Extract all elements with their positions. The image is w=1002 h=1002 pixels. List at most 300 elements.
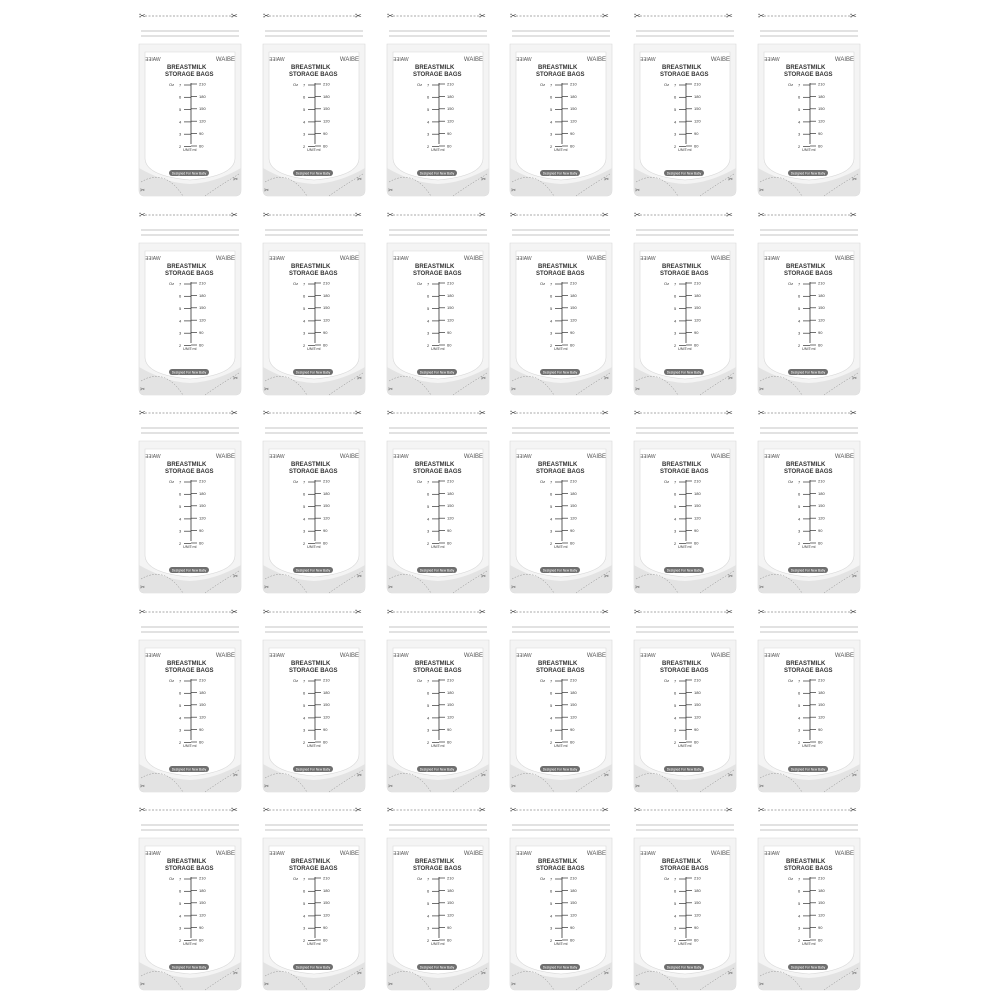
ml-mark: 180 bbox=[818, 93, 825, 99]
bag-title-line2: STORAGE BAGS bbox=[784, 270, 833, 277]
bag-title-line2: STORAGE BAGS bbox=[412, 469, 462, 475]
oz-mark: 2 bbox=[179, 739, 182, 745]
tear-line bbox=[510, 806, 609, 815]
badge-text: Designed For New Baby bbox=[419, 965, 454, 970]
unit-label: UNIT:ml bbox=[430, 148, 445, 152]
oz-mark: 5 bbox=[550, 504, 553, 509]
ml-mark: 60 bbox=[322, 341, 328, 347]
storage-bag-r1-c3 bbox=[383, 8, 493, 198]
scissors-icon: ✂ bbox=[263, 585, 269, 591]
scissors-icon: ✂ bbox=[758, 805, 765, 815]
storage-bag-graphic bbox=[383, 8, 493, 198]
oz-mark: 5 bbox=[674, 504, 677, 509]
ml-mark: 90 bbox=[446, 925, 452, 930]
scissors-icon: ✂ bbox=[480, 971, 486, 977]
storage-bag-graphic bbox=[506, 604, 616, 794]
zipper-seal bbox=[760, 626, 858, 628]
scissors-icon: ✂ bbox=[231, 805, 238, 815]
ml-mark: 90 bbox=[694, 925, 699, 930]
zipper-seal bbox=[760, 829, 858, 831]
oz-mark: 3 bbox=[550, 925, 553, 931]
bag-title-line1: BREASTMILK bbox=[538, 462, 578, 468]
scissors-icon: ✂ bbox=[510, 210, 518, 219]
badge-text: Designed For New Baby bbox=[419, 171, 454, 176]
scissors-icon: ✂ bbox=[850, 11, 857, 21]
ml-mark: 120 bbox=[322, 714, 330, 720]
ml-mark: 210 bbox=[818, 875, 825, 881]
tear-line bbox=[263, 210, 362, 219]
ml-mark: 60 bbox=[199, 937, 204, 943]
scissors-icon: ✂ bbox=[478, 408, 486, 418]
ml-mark: 120 bbox=[694, 714, 701, 720]
brand-logo-mirrored: ∃∃IAW bbox=[516, 255, 532, 262]
storage-bag-r3-c5 bbox=[630, 405, 740, 595]
unit-label: UNIT:ml bbox=[554, 346, 568, 351]
oz-mark: 6 bbox=[302, 293, 306, 299]
oz-mark: 2 bbox=[426, 143, 429, 149]
storage-bag-r1-c4 bbox=[506, 8, 616, 198]
oz-mark: 5 bbox=[302, 305, 306, 311]
scissors-icon: ✂ bbox=[354, 805, 362, 815]
scissors-icon: ✂ bbox=[728, 772, 734, 779]
ml-mark: 180 bbox=[199, 887, 206, 893]
badge-text: Designed For New Baby bbox=[295, 568, 331, 573]
zipper-seal bbox=[265, 626, 363, 628]
oz-mark: 3 bbox=[179, 727, 182, 733]
ml-mark: 60 bbox=[570, 540, 575, 546]
oz-mark: 4 bbox=[798, 913, 801, 919]
scissors-icon: ✂ bbox=[386, 607, 394, 616]
ml-mark: 120 bbox=[570, 118, 578, 124]
oz-mark: 2 bbox=[550, 540, 553, 546]
oz-mark: 5 bbox=[674, 305, 677, 311]
oz-mark: 4 bbox=[798, 714, 801, 720]
storage-bag-graphic bbox=[630, 207, 740, 397]
oz-mark: 3 bbox=[426, 131, 429, 137]
oz-unit-label: Oz bbox=[788, 677, 794, 683]
oz-mark: 3 bbox=[550, 131, 553, 137]
oz-mark: 5 bbox=[179, 305, 182, 311]
ml-mark: 180 bbox=[570, 490, 578, 496]
brand-logo-mirrored: ∃∃IAW bbox=[640, 851, 656, 857]
ml-mark: 60 bbox=[446, 341, 452, 347]
ml-mark: 150 bbox=[694, 304, 701, 310]
ml-mark: 120 bbox=[446, 317, 454, 323]
ml-mark: 150 bbox=[446, 503, 454, 509]
ml-mark: 60 bbox=[446, 738, 452, 744]
ml-mark: 60 bbox=[818, 341, 823, 347]
oz-unit-label: Oz bbox=[664, 280, 670, 286]
oz-mark: 4 bbox=[302, 714, 306, 720]
bag-title-line2: STORAGE BAGS bbox=[412, 667, 462, 674]
brand-logo-mirrored: ∃∃IAW bbox=[640, 57, 656, 63]
oz-mark: 3 bbox=[550, 330, 553, 336]
badge-text: Designed For New Baby bbox=[419, 568, 454, 573]
badge-text: Designed For New Baby bbox=[419, 766, 454, 771]
scissors-icon: ✂ bbox=[759, 982, 765, 988]
zipper-seal bbox=[760, 234, 858, 236]
bag-title-line1: BREASTMILK bbox=[290, 263, 331, 270]
zipper-seal bbox=[760, 824, 858, 826]
brand-logo: WAIBE bbox=[711, 454, 731, 460]
ml-mark: 120 bbox=[694, 317, 701, 323]
bag-title-line2: STORAGE BAGS bbox=[660, 270, 709, 277]
oz-mark: 7 bbox=[674, 82, 677, 88]
oz-mark: 5 bbox=[179, 702, 182, 708]
ml-mark: 90 bbox=[199, 528, 204, 533]
oz-mark: 4 bbox=[302, 119, 306, 125]
scissors-icon: ✂ bbox=[602, 805, 610, 815]
ml-mark: 120 bbox=[570, 714, 578, 720]
bag-title-line1: BREASTMILK bbox=[538, 660, 578, 667]
unit-label: UNIT:ml bbox=[678, 743, 692, 748]
bag-title-line1: BREASTMILK bbox=[662, 660, 702, 667]
oz-mark: 5 bbox=[426, 305, 429, 311]
ml-mark: 90 bbox=[694, 329, 699, 335]
oz-mark: 5 bbox=[302, 504, 306, 509]
badge-text: Designed For New Baby bbox=[666, 766, 702, 771]
ml-mark: 210 bbox=[818, 279, 825, 285]
ml-mark: 120 bbox=[818, 912, 825, 918]
brand-logo: WAIBE bbox=[834, 652, 854, 659]
tear-line bbox=[758, 12, 857, 21]
oz-mark: 6 bbox=[426, 293, 429, 299]
tear-line bbox=[387, 12, 486, 21]
oz-mark: 4 bbox=[179, 119, 182, 125]
oz-mark: 2 bbox=[179, 540, 182, 546]
badge-text: Designed For New Baby bbox=[171, 171, 207, 176]
ml-mark: 60 bbox=[818, 738, 823, 744]
brand-logo: WAIBE bbox=[834, 454, 854, 460]
oz-mark: 3 bbox=[426, 925, 429, 931]
badge-text: Designed For New Baby bbox=[790, 568, 826, 573]
oz-mark: 6 bbox=[674, 491, 677, 497]
oz-unit-label: Oz bbox=[169, 876, 175, 881]
storage-bag-graphic bbox=[135, 802, 245, 992]
oz-mark: 7 bbox=[550, 479, 553, 485]
ml-mark: 60 bbox=[570, 937, 575, 943]
storage-bag-graphic bbox=[383, 207, 493, 397]
oz-unit-label: Oz bbox=[416, 479, 422, 484]
ml-mark: 90 bbox=[570, 131, 575, 136]
badge-text: Designed For New Baby bbox=[666, 965, 702, 970]
oz-mark: 5 bbox=[674, 901, 677, 906]
bag-title-line1: BREASTMILK bbox=[662, 65, 702, 71]
brand-logo-mirrored: ∃∃IAW bbox=[392, 255, 409, 262]
zipper-seal bbox=[636, 829, 734, 831]
bag-title-line1: BREASTMILK bbox=[786, 263, 826, 270]
storage-bag-r4-c2 bbox=[259, 604, 369, 794]
ml-mark: 150 bbox=[694, 503, 701, 509]
oz-mark: 2 bbox=[302, 342, 306, 348]
bag-title-line2: STORAGE BAGS bbox=[288, 667, 338, 674]
ml-mark: 90 bbox=[818, 528, 823, 533]
scissors-icon: ✂ bbox=[852, 772, 858, 779]
oz-mark: 4 bbox=[179, 913, 182, 919]
ml-mark: 120 bbox=[818, 714, 825, 720]
scissors-icon: ✂ bbox=[510, 408, 518, 418]
ml-mark: 210 bbox=[446, 875, 454, 881]
unit-label: UNIT:ml bbox=[306, 148, 321, 152]
badge-text: Designed For New Baby bbox=[666, 568, 702, 573]
tear-line bbox=[634, 409, 733, 418]
ml-mark: 150 bbox=[818, 304, 825, 310]
badge-text: Designed For New Baby bbox=[171, 766, 207, 771]
scissors-icon: ✂ bbox=[602, 210, 610, 219]
badge-text: Designed For New Baby bbox=[543, 369, 578, 374]
zipper-seal bbox=[265, 30, 363, 32]
storage-bag-graphic bbox=[630, 604, 740, 794]
ml-mark: 60 bbox=[322, 937, 328, 943]
brand-logo: WAIBE bbox=[587, 851, 607, 857]
scissors-icon: ✂ bbox=[510, 805, 518, 815]
oz-mark: 7 bbox=[302, 280, 306, 286]
tear-line bbox=[139, 806, 238, 815]
bag-title-line1: BREASTMILK bbox=[414, 462, 454, 468]
ml-mark: 180 bbox=[818, 689, 825, 695]
oz-mark: 4 bbox=[302, 913, 306, 919]
zipper-seal bbox=[636, 234, 734, 236]
zipper-seal bbox=[512, 432, 610, 434]
oz-mark: 3 bbox=[550, 528, 553, 534]
ml-mark: 180 bbox=[570, 887, 578, 893]
oz-mark: 5 bbox=[302, 107, 306, 112]
oz-mark: 4 bbox=[798, 119, 801, 125]
badge-text: Designed For New Baby bbox=[543, 766, 578, 771]
ml-mark: 120 bbox=[446, 912, 454, 918]
ml-mark: 150 bbox=[694, 701, 701, 707]
oz-unit-label: Oz bbox=[169, 82, 175, 87]
scissors-icon: ✂ bbox=[231, 408, 238, 418]
storage-bag-graphic bbox=[135, 405, 245, 595]
zipper-seal bbox=[389, 234, 487, 236]
unit-label: UNIT:ml bbox=[183, 942, 197, 946]
tear-line bbox=[510, 409, 609, 418]
storage-bag-r4-c4 bbox=[506, 604, 616, 794]
zipper-seal bbox=[141, 35, 239, 37]
scissors-icon: ✂ bbox=[850, 805, 857, 815]
brand-logo-mirrored: ∃∃IAW bbox=[516, 57, 532, 63]
scissors-icon: ✂ bbox=[759, 783, 765, 790]
scissors-icon: ✂ bbox=[635, 783, 641, 790]
zipper-seal bbox=[389, 824, 487, 826]
zipper-seal bbox=[636, 229, 734, 231]
unit-label: UNIT:ml bbox=[554, 942, 568, 946]
ml-mark: 150 bbox=[446, 701, 454, 707]
zipper-seal bbox=[265, 427, 363, 429]
scissors-icon: ✂ bbox=[850, 607, 857, 616]
badge-text: Designed For New Baby bbox=[666, 171, 702, 176]
oz-mark: 6 bbox=[426, 491, 429, 497]
zipper-seal bbox=[389, 35, 487, 37]
bag-title-line2: STORAGE BAGS bbox=[165, 469, 214, 475]
scissors-icon: ✂ bbox=[263, 783, 269, 790]
oz-unit-label: Oz bbox=[664, 82, 670, 87]
oz-mark: 4 bbox=[426, 119, 429, 125]
zipper-seal bbox=[760, 30, 858, 32]
storage-bag-graphic bbox=[259, 405, 369, 595]
brand-logo-mirrored: ∃∃IAW bbox=[145, 255, 161, 262]
oz-mark: 5 bbox=[550, 305, 553, 311]
oz-mark: 7 bbox=[179, 876, 182, 882]
brand-logo-mirrored: ∃∃IAW bbox=[392, 57, 409, 63]
zipper-seal bbox=[389, 829, 487, 831]
ml-mark: 180 bbox=[446, 887, 454, 893]
oz-unit-label: Oz bbox=[540, 876, 546, 881]
bag-title-line2: STORAGE BAGS bbox=[784, 469, 833, 475]
scissors-icon: ✂ bbox=[758, 210, 765, 219]
ml-mark: 60 bbox=[818, 143, 823, 149]
scissors-icon: ✂ bbox=[759, 386, 765, 393]
zipper-seal bbox=[636, 824, 734, 826]
brand-logo-mirrored: ∃∃IAW bbox=[764, 57, 780, 63]
scissors-icon: ✂ bbox=[604, 971, 610, 977]
oz-mark: 3 bbox=[179, 528, 182, 534]
bag-title-line1: BREASTMILK bbox=[662, 263, 702, 270]
scissors-icon: ✂ bbox=[759, 585, 765, 591]
ml-mark: 90 bbox=[818, 329, 823, 335]
ml-mark: 90 bbox=[322, 329, 328, 335]
scissors-icon: ✂ bbox=[387, 783, 393, 790]
oz-mark: 2 bbox=[426, 739, 429, 745]
ml-mark: 210 bbox=[322, 81, 330, 87]
ml-mark: 150 bbox=[322, 106, 330, 112]
oz-mark: 6 bbox=[179, 491, 182, 497]
bag-title-line1: BREASTMILK bbox=[662, 859, 702, 865]
scissors-icon: ✂ bbox=[386, 210, 394, 219]
badge-text: Designed For New Baby bbox=[790, 171, 826, 176]
bag-title-line1: BREASTMILK bbox=[167, 660, 207, 667]
ml-mark: 180 bbox=[570, 93, 578, 99]
oz-mark: 4 bbox=[179, 714, 182, 720]
badge-text: Designed For New Baby bbox=[543, 568, 578, 573]
scissors-icon: ✂ bbox=[262, 11, 270, 21]
ml-mark: 90 bbox=[199, 726, 204, 732]
oz-mark: 7 bbox=[674, 280, 677, 286]
oz-unit-label: Oz bbox=[788, 82, 794, 87]
tear-line bbox=[634, 806, 733, 815]
storage-bag-graphic bbox=[630, 405, 740, 595]
storage-bag-r1-c1 bbox=[135, 8, 245, 198]
oz-mark: 7 bbox=[302, 479, 306, 485]
ml-mark: 150 bbox=[199, 503, 206, 509]
oz-mark: 4 bbox=[426, 913, 429, 919]
oz-mark: 4 bbox=[798, 516, 801, 522]
zipper-seal bbox=[636, 30, 734, 32]
bag-title-line1: BREASTMILK bbox=[662, 462, 702, 468]
storage-bag-r3-c2 bbox=[259, 405, 369, 595]
bag-title-line2: STORAGE BAGS bbox=[165, 72, 214, 78]
bag-title-line1: BREASTMILK bbox=[290, 859, 331, 865]
ml-mark: 150 bbox=[199, 900, 206, 906]
oz-unit-label: Oz bbox=[664, 479, 670, 484]
brand-logo: WAIBE bbox=[587, 652, 607, 659]
scissors-icon: ✂ bbox=[356, 772, 362, 779]
badge-text: Designed For New Baby bbox=[790, 369, 826, 374]
tear-line bbox=[139, 409, 238, 418]
ml-mark: 120 bbox=[446, 118, 454, 124]
unit-label: UNIT:ml bbox=[183, 148, 197, 152]
ml-mark: 180 bbox=[694, 490, 701, 496]
oz-unit-label: Oz bbox=[416, 82, 422, 87]
oz-mark: 2 bbox=[302, 540, 306, 546]
oz-mark: 2 bbox=[302, 739, 306, 745]
badge-text: Designed For New Baby bbox=[666, 369, 702, 374]
oz-mark: 4 bbox=[674, 516, 677, 522]
brand-logo: WAIBE bbox=[215, 652, 235, 659]
storage-bag-graphic bbox=[754, 802, 864, 992]
scissors-icon: ✂ bbox=[726, 408, 733, 418]
oz-mark: 7 bbox=[179, 280, 182, 286]
ml-mark: 150 bbox=[446, 900, 454, 906]
oz-unit-label: Oz bbox=[540, 677, 546, 683]
tear-line bbox=[387, 607, 486, 616]
zipper-seal bbox=[512, 229, 610, 231]
scissors-icon: ✂ bbox=[602, 607, 610, 616]
unit-label: UNIT:ml bbox=[802, 942, 816, 946]
ml-mark: 180 bbox=[694, 689, 701, 695]
ml-mark: 90 bbox=[199, 131, 204, 136]
oz-mark: 5 bbox=[798, 107, 801, 112]
ml-mark: 90 bbox=[570, 528, 575, 533]
storage-bag-graphic bbox=[259, 604, 369, 794]
scissors-icon: ✂ bbox=[480, 375, 486, 382]
brand-logo-mirrored: ∃∃IAW bbox=[516, 652, 532, 659]
scissors-icon: ✂ bbox=[726, 11, 733, 21]
ml-mark: 210 bbox=[570, 81, 578, 87]
scissors-icon: ✂ bbox=[511, 188, 517, 194]
zipper-seal bbox=[265, 829, 363, 831]
oz-mark: 4 bbox=[674, 913, 677, 919]
scissors-icon: ✂ bbox=[634, 210, 641, 219]
oz-mark: 4 bbox=[550, 913, 553, 919]
bag-title-line2: STORAGE BAGS bbox=[412, 72, 462, 78]
oz-unit-label: Oz bbox=[664, 876, 670, 881]
storage-bag-r2-c6 bbox=[754, 207, 864, 397]
zipper-seal bbox=[141, 626, 239, 628]
bag-title-line2: STORAGE BAGS bbox=[536, 866, 585, 872]
oz-unit-label: Oz bbox=[416, 677, 422, 683]
unit-label: UNIT:ml bbox=[678, 148, 692, 152]
ml-mark: 150 bbox=[570, 106, 578, 112]
zipper-seal bbox=[512, 626, 610, 628]
oz-mark: 5 bbox=[426, 504, 429, 509]
ml-mark: 90 bbox=[570, 329, 575, 335]
scissors-icon: ✂ bbox=[233, 971, 239, 977]
ml-mark: 120 bbox=[570, 515, 578, 521]
brand-logo-mirrored: ∃∃IAW bbox=[145, 57, 161, 63]
scissors-icon: ✂ bbox=[354, 607, 362, 616]
bag-title-line2: STORAGE BAGS bbox=[412, 866, 462, 872]
bag-title-line2: STORAGE BAGS bbox=[288, 72, 338, 78]
ml-mark: 90 bbox=[818, 726, 823, 732]
oz-mark: 2 bbox=[798, 937, 801, 943]
scissors-icon: ✂ bbox=[728, 971, 734, 977]
ml-mark: 120 bbox=[322, 912, 330, 918]
oz-mark: 5 bbox=[798, 702, 801, 708]
storage-bag-r5-c5 bbox=[630, 802, 740, 992]
zipper-seal bbox=[636, 427, 734, 429]
oz-mark: 6 bbox=[179, 94, 182, 100]
oz-mark: 6 bbox=[550, 491, 553, 497]
ml-mark: 120 bbox=[446, 714, 454, 720]
brand-logo: WAIBE bbox=[463, 652, 483, 659]
unit-label: UNIT:ml bbox=[802, 545, 816, 549]
oz-mark: 2 bbox=[302, 143, 306, 149]
scissors-icon: ✂ bbox=[263, 188, 269, 194]
oz-mark: 7 bbox=[674, 479, 677, 485]
scissors-icon: ✂ bbox=[139, 805, 146, 815]
